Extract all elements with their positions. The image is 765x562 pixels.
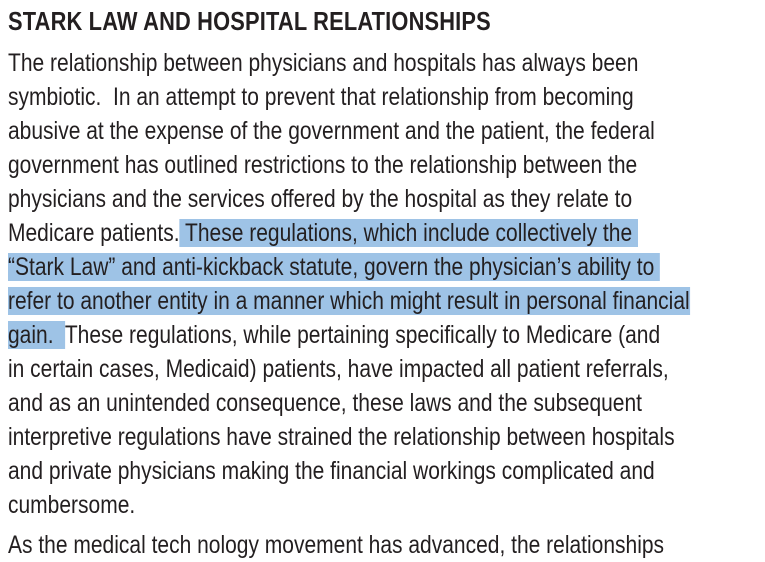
paragraph-line: physicians and the services offered by the hospital as they relate to <box>8 185 633 213</box>
highlighted-text: These regulations, which include collectively the <box>179 219 638 247</box>
next-paragraph-line: As the medical tech nology movement has advanced, the relationships <box>8 531 665 559</box>
paragraph-line: The relationship between physicians and hospitals has always been <box>8 49 639 77</box>
paragraph-line: and private physicians making the financial workings complicated and <box>8 457 655 485</box>
paragraph-line: interpretive regulations have strained the relationship between hospitals <box>8 423 675 451</box>
paragraph-line: and as an unintended consequence, these laws and the subsequent <box>8 389 642 417</box>
highlighted-text: gain. <box>8 321 65 349</box>
paragraph-line: cumbersome. <box>8 491 136 519</box>
paragraph-line: symbiotic. In an attempt to prevent that relationship from becoming <box>8 83 634 111</box>
paragraph-line: in certain cases, Medicaid) patients, have impacted all patient referrals, <box>8 355 669 383</box>
paragraph-line: Medicare patients. These regulations, which include collectively the <box>8 219 638 247</box>
section-heading: STARK LAW AND HOSPITAL RELATIONSHIPS <box>8 6 491 36</box>
paragraph-line <box>8 284 690 318</box>
paragraph-line <box>8 250 660 284</box>
highlighted-text: “Stark Law” and anti-kickback statute, govern the physician’s ability to <box>8 253 661 281</box>
paragraph-line: abusive at the expense of the government and the patient, the federal <box>8 117 655 145</box>
paragraph-line: government has outlined restrictions to the relationship between the <box>8 151 638 179</box>
paragraph-line: gain. These regulations, while pertaining specifically to Medicare (and <box>8 321 661 349</box>
next-paragraph-cutoff <box>8 528 748 559</box>
highlighted-text: refer to another entity in a manner which might result in personal financial <box>8 287 690 315</box>
